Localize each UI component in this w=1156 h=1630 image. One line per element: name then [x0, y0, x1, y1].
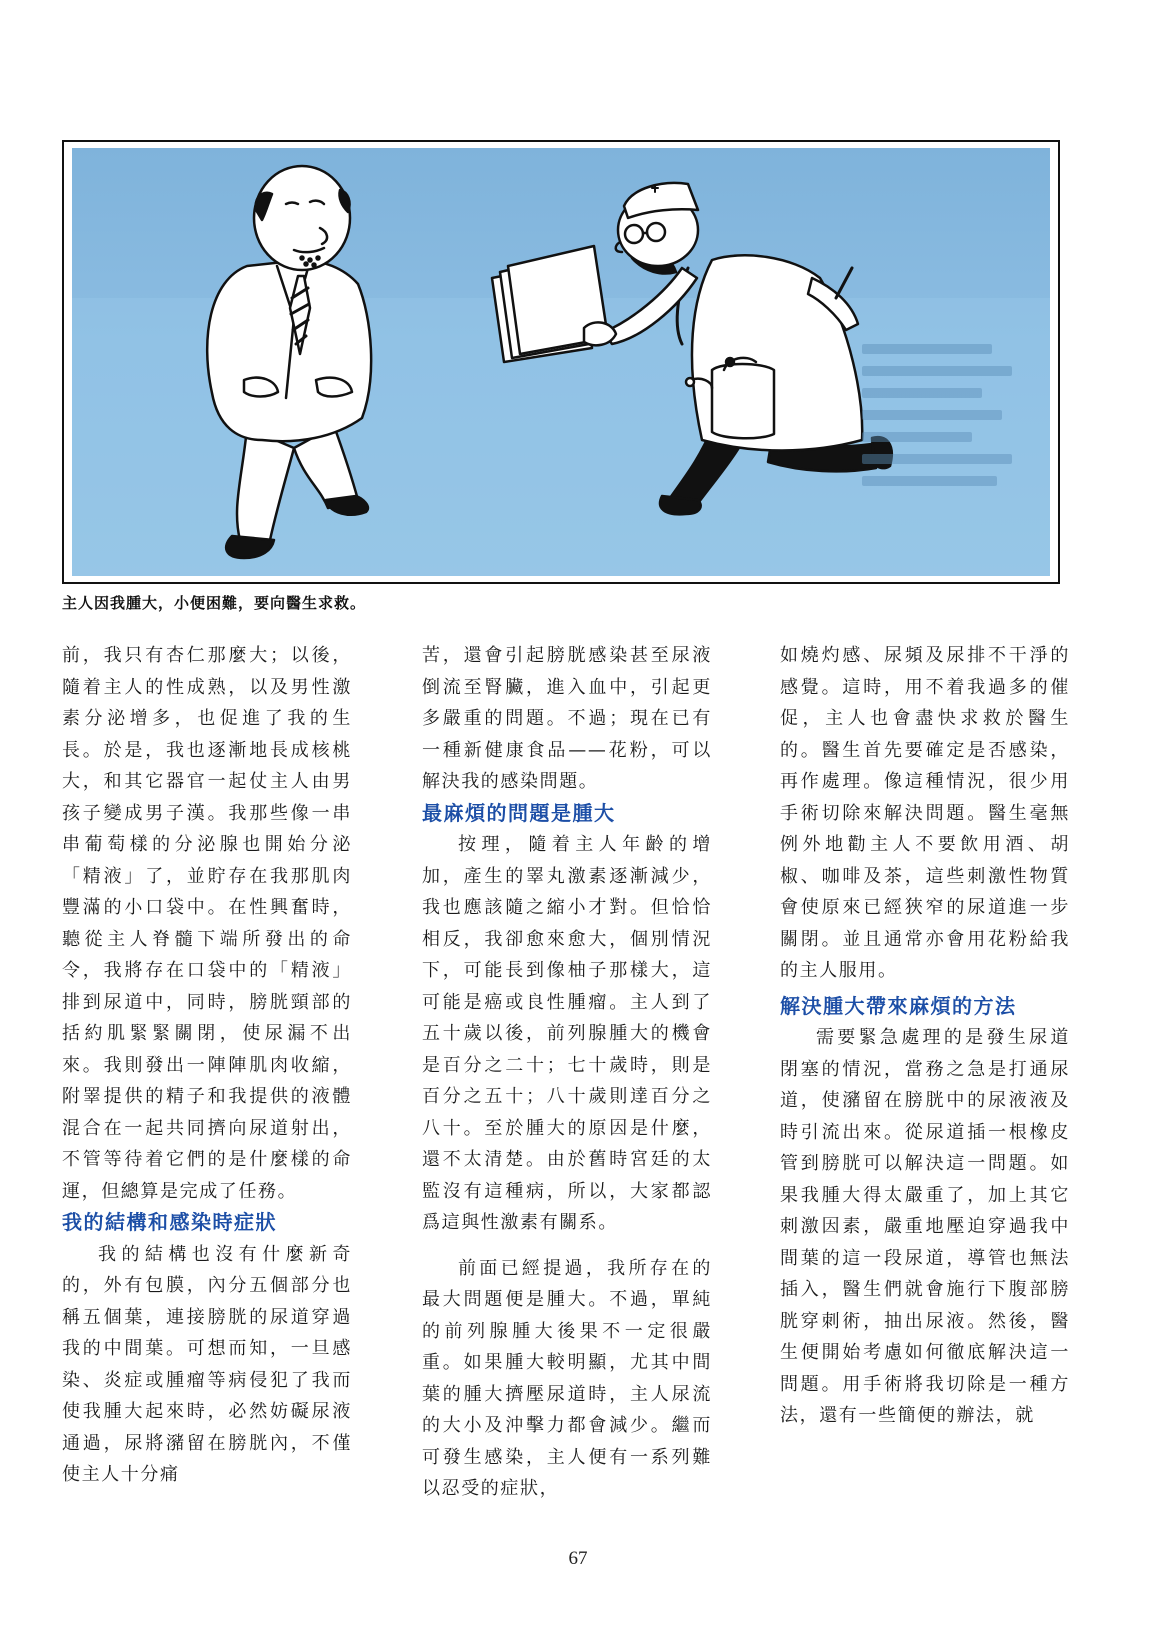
text-column-3 [780, 640, 1070, 1432]
paragraph: 如燒灼感、尿頻及尿排不干淨的感覺。這時，用不着我過多的催促，主人也會盡快求救於醫生的。醫生首先要確定是否感染，再作處理。像這種情況，很少用手術切除來解決問題。醫生毫無例外地勸主人不要飲用酒、胡椒、咖啡及茶，這些刺激性物質會使原來已經狹窄的尿道進一步關閉。並且通常亦會用花粉給我的主人服用。 [780, 645, 1070, 981]
section-heading: 最麻煩的問題是腫大 [422, 800, 616, 825]
text-column-1 [62, 640, 352, 1491]
paragraph: 前，我只有杏仁那麼大；以後，隨着主人的性成熟，以及男性激素分泌增多，也促進了我的生長。於是，我也逐漸地長成核桃大，和其它器官一起仗主人由男孩子變成男子漢。我那些像一串串葡萄樣的分泌腺也開始分泌「精液」了，並貯存在我那肌肉豐滿的小口袋中。在性興奮時，聽從主人脊髓下端所發出的命令，我將存在口袋中的「精液」排到尿道中，同時，膀胱頸部的括約肌緊緊關閉，使尿漏不出來。我則發出一陣陣肌肉收縮，附睪提供的精子和我提供的液體混合在一起共同擠向尿道射出，不管等待着它們的是什麼樣的命運，但總算是完成了任務。 [62, 645, 352, 1202]
illustration-frame [62, 140, 1060, 584]
paragraph: 苦，還會引起膀胱感染甚至尿液倒流至腎臟，進入血中，引起更多嚴重的問題。不過；現在已有一種新健康食品——花粉，可以解決我的感染問題。 [422, 645, 712, 792]
section-heading: 解決腫大帶來麻煩的方法 [780, 993, 1017, 1018]
paragraph: 按理，隨着主人年齡的增加，產生的睪丸激素逐漸減少，我也應該隨之縮小才對。但恰恰相反，我卻愈來愈大，個別情況下，可能長到像柚子那樣大，這可能是癌或良性腫瘤。主人到了五十歲以後，前列腺腫大的機會是百分之二十；七十歲時，則是百分之五十；八十歲則達百分之八十。至於腫大的原因是什麼，還不太清楚。由於舊時宮廷的太監沒有這種病，所以，大家都認爲這與性激素有關系。 [422, 834, 712, 1233]
section-heading: 我的結構和感染時症狀 [62, 1210, 277, 1234]
paragraph: 需要緊急處理的是發生尿道閉塞的情況，當務之急是打通尿道，使瀦留在膀胱中的尿液液及時引流出來。從尿道插一根橡皮管到膀胱可以解決這一問題。如果我腫大得太嚴重了，加上其它刺激因素，嚴重地壓迫穿過我中間葉的這一段尿道，導管也無法插入，醫生們就會施行下腹部膀胱穿刺術，抽出尿液。然後，醫生便開始考慮如何徹底解決這一問題。用手術將我切除是一種方法，還有一些簡便的辦法，就 [780, 1027, 1070, 1426]
page-number: 67 [568, 1548, 588, 1569]
paragraph: 我的結構也沒有什麼新奇的，外有包膜，內分五個部分也稱五個葉，連接膀胱的尿道穿過我的中間葉。可想而知，一旦感染、炎症或腫瘤等病侵犯了我而使我腫大起來時，必然妨礙尿液通過，尿將瀦留在膀胱內，不僅使主人十分痛 [62, 1243, 352, 1485]
paragraph: 前面已經提過，我所存在的最大問題便是腫大。不過，單純的前列腺腫大後果不一定很嚴重。如果腫大較明顯，尤其中間葉的腫大擠壓尿道時，主人尿流的大小及沖擊力都會減少。繼而可發生感染，主人便有一系列難以忍受的症狀， [422, 1257, 712, 1499]
text-column-2 [422, 640, 712, 1505]
cartoon-illustration [72, 148, 1050, 576]
illustration-caption: 主人因我腫大，小便困難，要向醫生求救。 [62, 594, 367, 612]
cartoon-drawing [72, 148, 1050, 576]
